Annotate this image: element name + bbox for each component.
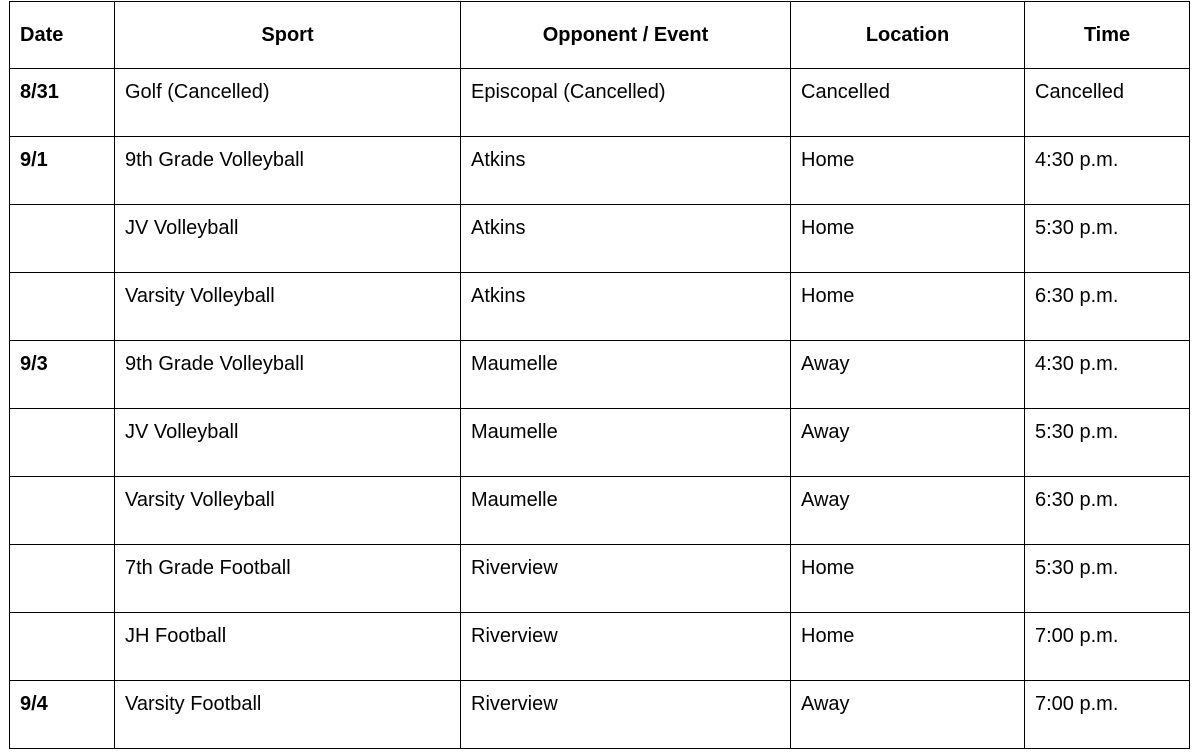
table-row bbox=[10, 341, 1190, 409]
header-sport: Sport bbox=[115, 2, 461, 69]
time-cell: 5:30 p.m. bbox=[1025, 205, 1190, 273]
header-time: Time bbox=[1025, 2, 1190, 69]
date-cell bbox=[10, 613, 115, 681]
table-row bbox=[10, 409, 1190, 477]
location-cell: Home bbox=[791, 205, 1025, 273]
date-cell: 9/1 bbox=[10, 137, 115, 205]
opponent-cell: Atkins bbox=[461, 273, 791, 341]
date-cell: 9/4 bbox=[10, 681, 115, 749]
time-cell: 4:30 p.m. bbox=[1025, 341, 1190, 409]
date-cell: 9/3 bbox=[10, 341, 115, 409]
date-cell bbox=[10, 545, 115, 613]
date-cell bbox=[10, 273, 115, 341]
time-cell: 4:30 p.m. bbox=[1025, 137, 1190, 205]
opponent-cell: Maumelle bbox=[461, 341, 791, 409]
table-row bbox=[10, 273, 1190, 341]
sport-cell: Varsity Volleyball bbox=[115, 477, 461, 545]
location-cell: Cancelled bbox=[791, 69, 1025, 137]
opponent-cell: Atkins bbox=[461, 205, 791, 273]
time-cell: 5:30 p.m. bbox=[1025, 409, 1190, 477]
table-row bbox=[10, 681, 1190, 749]
date-cell bbox=[10, 205, 115, 273]
time-cell: Cancelled bbox=[1025, 69, 1190, 137]
location-cell: Home bbox=[791, 545, 1025, 613]
location-cell: Home bbox=[791, 137, 1025, 205]
sport-cell: Varsity Football bbox=[115, 681, 461, 749]
table-row bbox=[10, 477, 1190, 545]
table-row bbox=[10, 205, 1190, 273]
opponent-cell: Maumelle bbox=[461, 409, 791, 477]
sport-cell: JV Volleyball bbox=[115, 409, 461, 477]
table-row bbox=[10, 613, 1190, 681]
date-cell bbox=[10, 477, 115, 545]
sport-cell: Varsity Volleyball bbox=[115, 273, 461, 341]
opponent-cell: Riverview bbox=[461, 613, 791, 681]
sport-cell: 9th Grade Volleyball bbox=[115, 137, 461, 205]
opponent-cell: Atkins bbox=[461, 137, 791, 205]
opponent-cell: Episcopal (Cancelled) bbox=[461, 69, 791, 137]
table-row bbox=[10, 69, 1190, 137]
opponent-cell: Riverview bbox=[461, 681, 791, 749]
time-cell: 6:30 p.m. bbox=[1025, 273, 1190, 341]
sport-cell: Golf (Cancelled) bbox=[115, 69, 461, 137]
table-row bbox=[10, 137, 1190, 205]
sport-cell: JV Volleyball bbox=[115, 205, 461, 273]
location-cell: Away bbox=[791, 681, 1025, 749]
date-cell: 8/31 bbox=[10, 69, 115, 137]
sport-cell: JH Football bbox=[115, 613, 461, 681]
location-cell: Away bbox=[791, 477, 1025, 545]
time-cell: 7:00 p.m. bbox=[1025, 613, 1190, 681]
location-cell: Away bbox=[791, 341, 1025, 409]
opponent-cell: Riverview bbox=[461, 545, 791, 613]
time-cell: 7:00 p.m. bbox=[1025, 681, 1190, 749]
header-opponent: Opponent / Event bbox=[461, 2, 791, 69]
location-cell: Home bbox=[791, 613, 1025, 681]
header-row bbox=[10, 2, 1190, 69]
time-cell: 5:30 p.m. bbox=[1025, 545, 1190, 613]
opponent-cell: Maumelle bbox=[461, 477, 791, 545]
table-row bbox=[10, 545, 1190, 613]
schedule-table bbox=[9, 1, 1190, 749]
date-cell bbox=[10, 409, 115, 477]
header-location: Location bbox=[791, 2, 1025, 69]
sport-cell: 7th Grade Football bbox=[115, 545, 461, 613]
location-cell: Away bbox=[791, 409, 1025, 477]
time-cell: 6:30 p.m. bbox=[1025, 477, 1190, 545]
sport-cell: 9th Grade Volleyball bbox=[115, 341, 461, 409]
header-date: Date bbox=[10, 2, 115, 69]
location-cell: Home bbox=[791, 273, 1025, 341]
